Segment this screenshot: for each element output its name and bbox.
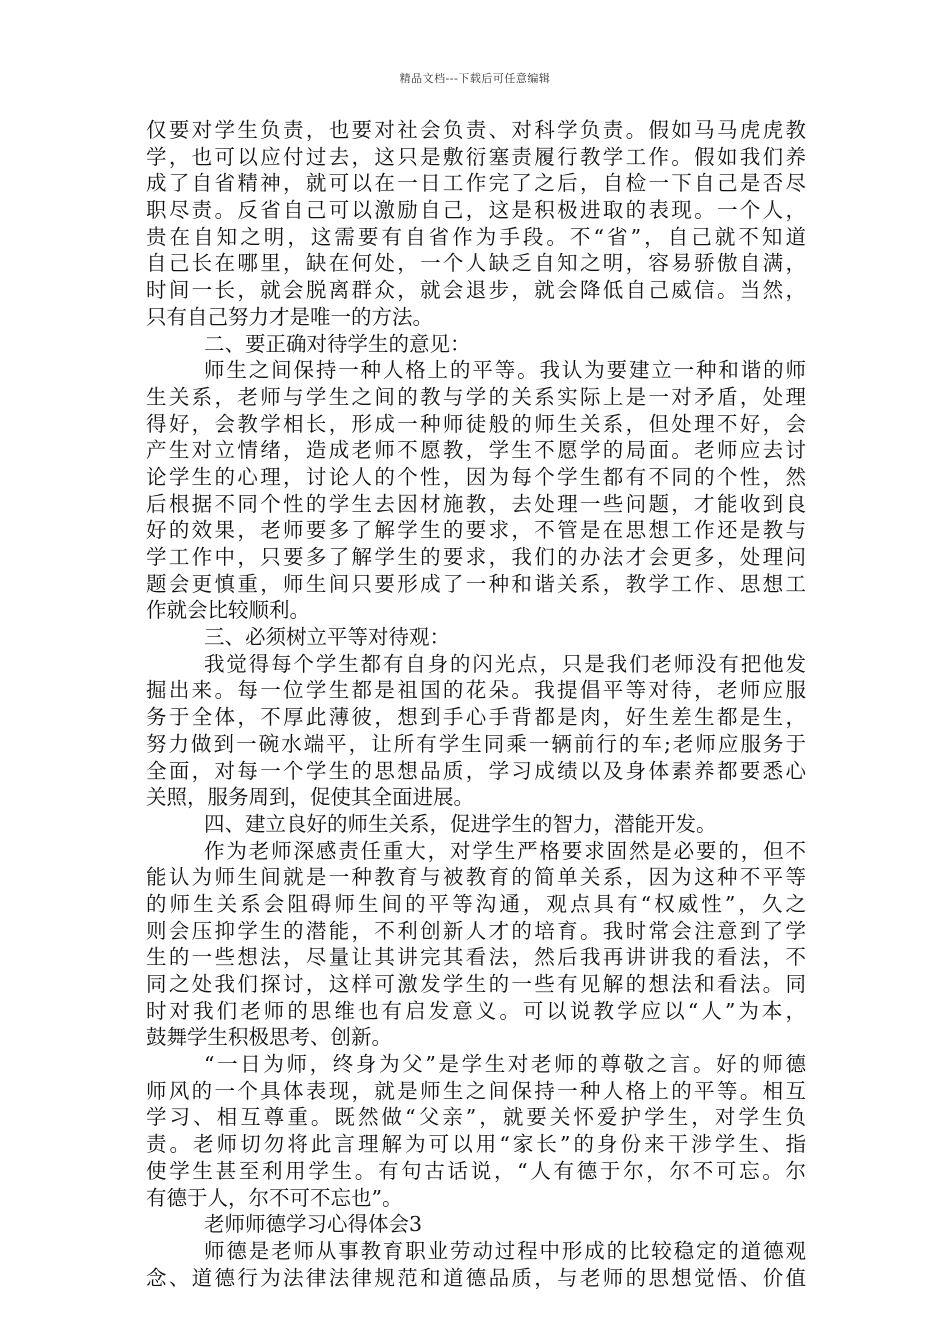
text-line: 作就会比较顺利。 (146, 598, 310, 623)
text-line: 生关系，老师与学生之间的教与学的关系实际上是一对矛盾，处理 (146, 384, 806, 409)
text-line: 四、建立良好的师生关系，促进学生的智力，潜能开发。 (204, 811, 717, 836)
text-line: 念、道德行为法律法律规范和道德品质，与老师的思想觉悟、价值 (146, 1265, 806, 1290)
text-line: “一日为师，终身为父”是学生对老师的尊敬之言。好的师德 (204, 1052, 806, 1077)
page-header: 精品文档---下载后可任意编辑 (399, 72, 551, 85)
text-line: 只有自己努力才是唯一的方法。 (146, 304, 433, 329)
text-line: 得好，会教学相长，形成一种师徒般的师生关系，但处理不好，会 (146, 411, 806, 436)
text-line: 师德是老师从事教育职业劳动过程中形成的比较稳定的道德观 (204, 1238, 806, 1263)
text-line: 责。老师切勿将此言理解为可以用“家长”的身份来干涉学生、指 (146, 1132, 806, 1157)
text-line: 论学生的心理，讨论人的个性，因为每个学生都有不同的个性，然 (146, 464, 806, 489)
text-line: 三、必须树立平等对待观： (204, 625, 450, 650)
text-line: 努力做到一碗水端平，让所有学生同乘一辆前行的车;老师应服务于 (146, 731, 806, 756)
text-line: 后根据不同个性的学生去因材施教，去处理一些问题，才能收到良 (146, 491, 806, 516)
text-line: 题会更慎重，师生间只要形成了一种和谐关系，教学工作、思想工 (146, 571, 806, 596)
text-line: 学，也可以应付过去，这只是敷衍塞责履行教学工作。假如我们养 (146, 144, 806, 169)
text-line: 我觉得每个学生都有自身的闪光点，只是我们老师没有把他发 (204, 651, 806, 676)
document-body (146, 117, 806, 1291)
text-line: 掘出来。每一位学生都是祖国的花朵。我提倡平等对待，老师应服 (146, 678, 806, 703)
text-line: 学习、相互尊重。既然做“父亲”，就要关怀爱护学生，对学生负 (146, 1105, 806, 1130)
text-line: 时对我们老师的思维也有启发意义。可以说教学应以“人”为本， (146, 998, 806, 1023)
text-line: 鼓舞学生积极思考、创新。 (146, 1025, 392, 1050)
text-line: 关照，服务周到，促使其全面进展。 (146, 785, 474, 810)
text-line: 好的效果，老师要多了解学生的要求，不管是在思想工作还是教与 (146, 518, 806, 543)
text-line: 贵在自知之明，这需要有自省作为手段。不“省”，自己就不知道 (146, 224, 806, 249)
text-line: 仅要对学生负责，也要对社会负责、对科学负责。假如马马虎虎教 (146, 118, 806, 142)
text-line: 的师生关系会阻碍师生间的平等沟通，观点具有“权威性”，久之 (146, 891, 806, 916)
text-line: 成了自省精神，就可以在一日工作完了之后，自检一下自己是否尽 (146, 171, 806, 196)
text-line: 时间一长，就会脱离群众，就会退步，就会降低自己威信。当然， (146, 278, 806, 303)
text-line: 则会压抑学生的潜能，不利创新人才的培育。我时常会注意到了学 (146, 918, 806, 943)
text-line: 产生对立情绪，造成老师不愿教，学生不愿学的局面。老师应去讨 (146, 438, 806, 463)
text-line: 老师师德学习心得体会3 (204, 1212, 423, 1237)
text-line: 学工作中，只要多了解学生的要求，我们的办法才会更多，处理问 (146, 545, 806, 569)
text-line: 能认为师生间就是一种教育与被教育的简单关系，因为这种不平等 (146, 865, 806, 890)
text-line: 有德于人，尔不可不忘也”。 (146, 1185, 403, 1210)
text-line: 职尽责。反省自己可以激励自己，这是积极进取的表现。一个人， (146, 198, 806, 223)
text-line: 生的一些想法，尽量让其讲完其看法，然后我再讲讲我的看法，不 (146, 945, 806, 970)
text-line: 务于全体，不厚此薄彼，想到手心手背都是肉，好生差生都是生， (146, 705, 806, 730)
text-line: 作为老师深感责任重大，对学生严格要求固然是必要的，但不 (204, 838, 806, 863)
text-line: 同之处我们探讨，这样可激发学生的一些有见解的想法和看法。同 (146, 972, 806, 996)
text-line: 全面，对每一个学生的思想品质，学习成绩以及身体素养都要悉心 (146, 758, 806, 783)
text-line: 师风的一个具体表现，就是师生之间保持一种人格上的平等。相互 (146, 1078, 806, 1103)
text-line: 自己长在哪里，缺在何处，一个人缺乏自知之明，容易骄傲自满， (146, 251, 806, 276)
text-line: 使学生甚至利用学生。有句古话说，“人有德于尔，尔不可忘。尔 (146, 1158, 806, 1183)
text-line: 二、要正确对待学生的意见： (204, 331, 471, 356)
text-line: 师生之间保持一种人格上的平等。我认为要建立一种和谐的师 (204, 358, 806, 383)
